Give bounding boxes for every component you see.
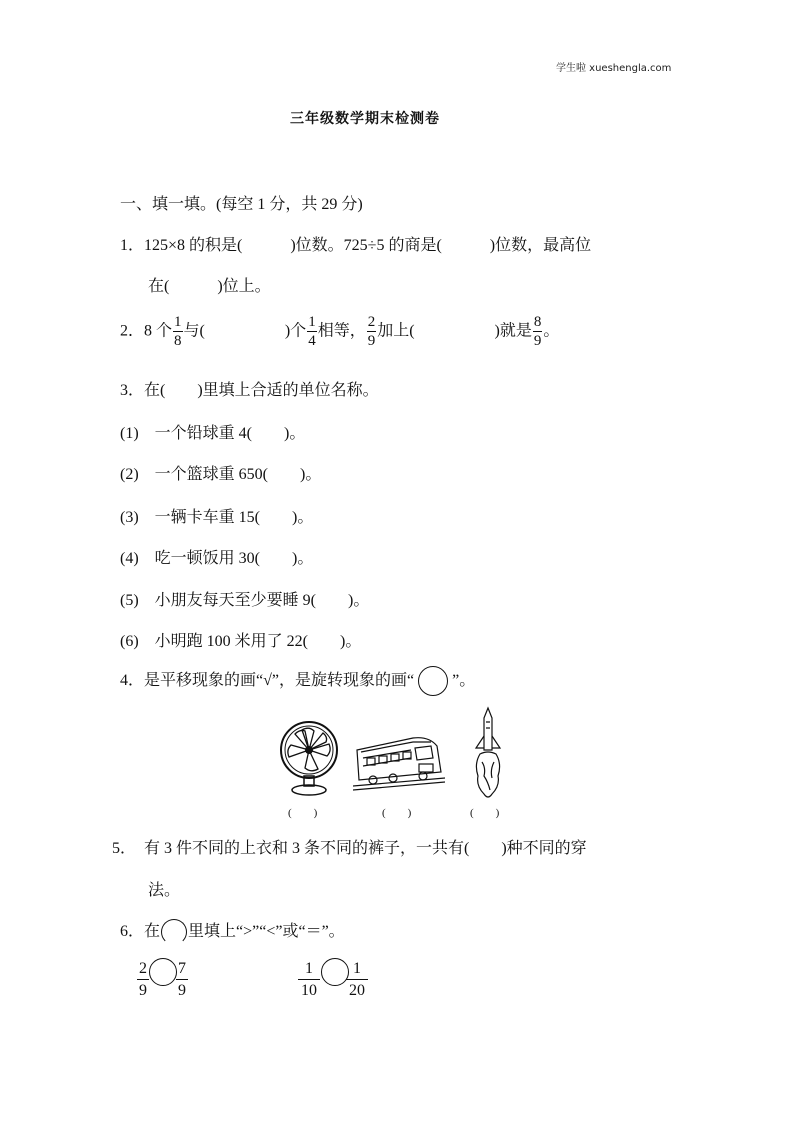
fraction-numerator: 2 xyxy=(137,961,149,980)
fraction xyxy=(298,961,320,999)
q4-stem-b: ”。 xyxy=(452,672,476,689)
fraction-denominator: 20 xyxy=(349,982,365,999)
fraction xyxy=(346,961,368,999)
fan-icon xyxy=(278,718,340,798)
fraction-numerator: 7 xyxy=(176,961,188,980)
fraction xyxy=(367,315,377,349)
q3-item-4: (4) 吃一顿饭用 30( )。 xyxy=(120,550,314,567)
answer-paren-train[interactable]: ( ) xyxy=(382,807,412,819)
compare-circle-1[interactable] xyxy=(149,958,177,986)
q2-prefix: 2．8 个 xyxy=(120,322,173,340)
q2-mid1: 与( )个 xyxy=(183,322,307,340)
q2-mid2: 相等， xyxy=(317,322,366,340)
rocket-icon xyxy=(468,706,508,802)
fraction-numerator: 1 xyxy=(174,314,182,330)
q3-stem: 3．在( )里填上合适的单位名称。 xyxy=(120,382,379,399)
fraction xyxy=(533,315,543,349)
watermark: 学生啦 xueshengla.com xyxy=(556,63,672,74)
q6-stem-b: 里填上“>”“<”或“＝”。 xyxy=(188,923,345,940)
fraction-numerator: 1 xyxy=(346,961,368,980)
answer-paren-rocket[interactable]: ( ) xyxy=(470,807,500,819)
q2-end: 。 xyxy=(543,322,560,340)
q6-stem-a: 6．在 xyxy=(120,923,161,940)
q5-line2: 法。 xyxy=(148,882,181,899)
fraction xyxy=(176,961,188,999)
compare-circle-2[interactable] xyxy=(321,958,349,986)
q3-item-1: (1) 一个铅球重 4( )。 xyxy=(120,425,306,442)
q3-item-5: (5) 小朋友每天至少要睡 9( )。 xyxy=(120,592,370,609)
fraction-denominator: 9 xyxy=(367,333,376,349)
q4-stem-a: 4．是平移现象的画“√”，是旋转现象的画“ xyxy=(120,672,415,689)
fraction xyxy=(307,315,317,349)
circle-icon xyxy=(161,919,187,945)
page-title: 三年级数学期末检测卷 xyxy=(290,111,440,127)
fraction-denominator: 4 xyxy=(308,333,316,349)
circle-icon xyxy=(418,666,448,696)
q6-stem xyxy=(120,918,345,946)
q2-line xyxy=(120,315,559,349)
q4-stem xyxy=(120,665,475,697)
q5-line1: 5． 有 3 件不同的上衣和 3 条不同的裤子，一共有( )种不同的穿 xyxy=(112,840,587,857)
q1-line1: 1．125×8 的积是( )位数。725÷5 的商是( )位数，最高位 xyxy=(120,237,592,254)
q1-line2: 在( )位上。 xyxy=(148,278,271,295)
fraction xyxy=(173,315,183,349)
q3-item-6: (6) 小明跑 100 米用了 22( )。 xyxy=(120,633,362,650)
fraction-denominator: 9 xyxy=(139,982,147,999)
q3-item-2: (2) 一个篮球重 650( )。 xyxy=(120,466,322,483)
q2-mid3: 加上( )就是 xyxy=(377,322,532,340)
fraction xyxy=(137,961,149,999)
fraction-numerator: 1 xyxy=(308,314,316,330)
fraction-denominator: 9 xyxy=(533,333,542,349)
fraction-denominator: 9 xyxy=(178,982,186,999)
train-icon xyxy=(353,728,445,792)
fraction-denominator: 10 xyxy=(301,982,317,999)
fraction-numerator: 1 xyxy=(298,961,320,980)
q3-item-3: (3) 一辆卡车重 15( )。 xyxy=(120,509,314,526)
fraction-denominator: 8 xyxy=(174,333,182,349)
section1-heading: 一、填一填。(每空 1 分，共 29 分) xyxy=(120,196,363,213)
fraction-numerator: 8 xyxy=(533,314,542,330)
answer-paren-fan[interactable]: ( ) xyxy=(288,807,318,819)
fraction-numerator: 2 xyxy=(367,314,376,330)
